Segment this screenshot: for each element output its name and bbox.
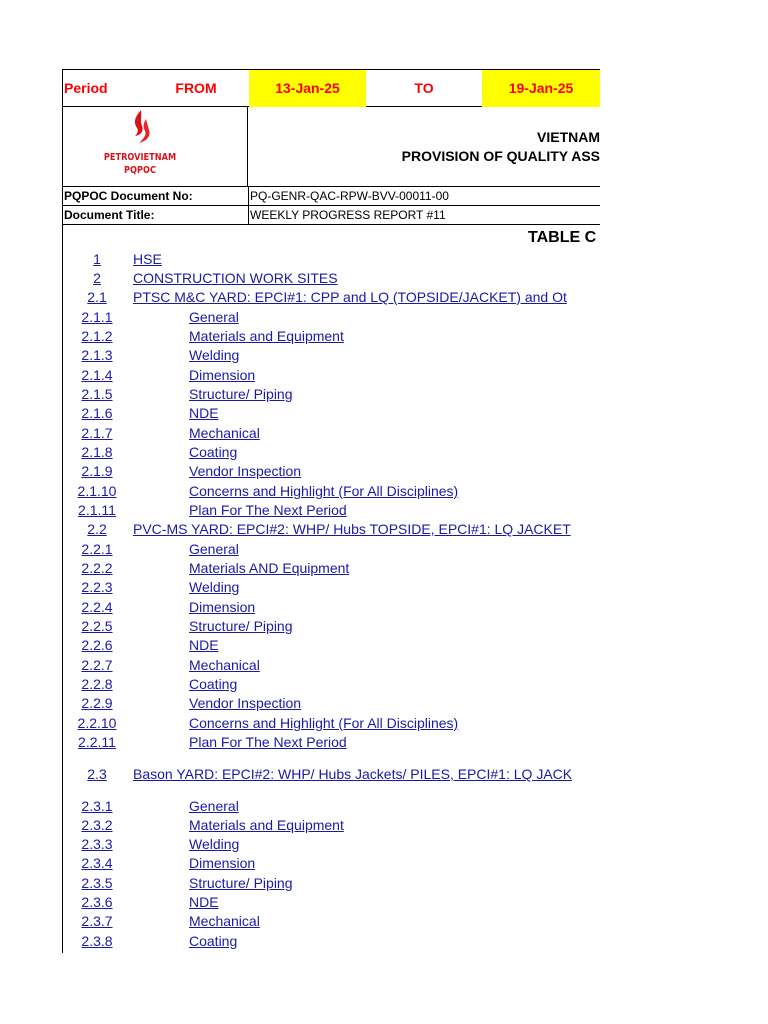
toc-entry-number[interactable]: 2.2 <box>87 521 107 537</box>
toc-entry-link[interactable]: PTSC M&C YARD: EPCI#1: CPP and LQ (TOPSIDE/JACKET) and Ot <box>133 289 567 305</box>
toc-entry-number[interactable]: 2.2.1 <box>81 541 113 557</box>
toc-entry-link[interactable]: Materials and Equipment <box>189 817 344 833</box>
doc-title-value: WEEKLY PROGRESS REPORT #11 <box>250 208 446 222</box>
toc-entry-link[interactable]: Materials AND Equipment <box>189 560 350 576</box>
toc-entry-link[interactable]: Coating <box>189 444 238 460</box>
to-label: TO <box>414 80 434 96</box>
toc-entry-number[interactable]: 2.3 <box>87 766 107 782</box>
toc-entry-number[interactable]: 2.2.7 <box>81 657 113 673</box>
doc-number-value: PQ-GENR-QAC-RPW-BVV-00011-00 <box>250 189 449 203</box>
period-label: Period <box>64 80 108 96</box>
logo-text-line2: PQPOC <box>124 165 156 176</box>
toc-entry-link[interactable]: PVC-MS YARD: EPCI#2: WHP/ Hubs TOPSIDE, EPCI#1: LQ JACKET <box>133 521 571 537</box>
toc-title: TABLE C <box>528 229 597 246</box>
period-row <box>62 69 600 107</box>
toc-entry-link[interactable]: Materials and Equipment <box>189 328 344 344</box>
report-header <box>62 107 600 187</box>
toc-entry-number[interactable]: 2.3.8 <box>81 933 113 949</box>
info-divider <box>248 187 249 206</box>
toc-entry-link[interactable]: Welding <box>189 579 240 595</box>
toc-entry-link[interactable]: Dimension <box>189 599 256 615</box>
toc-entry-number[interactable]: 2.2.9 <box>81 695 113 711</box>
toc-entry-number[interactable]: 2.1.3 <box>81 347 113 363</box>
toc-entry-link[interactable]: Structure/ Piping <box>189 618 293 634</box>
toc-entry-link[interactable]: CONSTRUCTION WORK SITES <box>133 270 338 286</box>
from-date-cell[interactable]: 13-Jan-25 <box>249 70 366 107</box>
toc-entry-link[interactable]: Welding <box>189 836 240 852</box>
doc-number-label: PQPOC Document No: <box>64 189 193 203</box>
toc-entry-link[interactable]: Mechanical <box>189 913 260 929</box>
toc-entry-number[interactable]: 2.3.3 <box>81 836 113 852</box>
toc-entry-number[interactable]: 2.1.6 <box>81 405 113 421</box>
org-title-line1: VIETNAM <box>537 129 600 145</box>
toc-entry-number[interactable]: 2.1.5 <box>81 386 113 402</box>
toc-entry-number[interactable]: 2 <box>93 270 101 286</box>
doc-number-row <box>62 187 600 206</box>
toc-entry-number[interactable]: 2.3.2 <box>81 817 113 833</box>
toc-entry-link[interactable]: Mechanical <box>189 425 260 441</box>
toc-entry-link[interactable]: Concerns and Highlight (For All Disciplines) <box>189 483 459 499</box>
toc-entry-link[interactable]: Plan For The Next Period <box>189 502 347 518</box>
toc-entry-link[interactable]: NDE <box>189 637 219 653</box>
toc-entry-link[interactable]: Bason YARD: EPCI#2: WHP/ Hubs Jackets/ PILES, EPCI#1: LQ JACK <box>133 766 573 782</box>
toc-entry-number[interactable]: 2.2.3 <box>81 579 113 595</box>
toc-entry-number[interactable]: 2.3.6 <box>81 894 113 910</box>
toc-entry-link[interactable]: Mechanical <box>189 657 260 673</box>
toc-entry-number[interactable]: 2.2.8 <box>81 676 113 692</box>
report-sheet <box>62 69 600 953</box>
toc-entry-link[interactable]: Dimension <box>189 367 256 383</box>
toc-entry-number[interactable]: 2.2.2 <box>81 560 113 576</box>
toc-entry-link[interactable]: NDE <box>189 405 219 421</box>
info-divider <box>248 206 249 225</box>
toc-entry-number[interactable]: 2.2.6 <box>81 637 113 653</box>
toc-entry-number[interactable]: 2.1.4 <box>81 367 113 383</box>
toc-entry-number[interactable]: 2.1.11 <box>78 502 116 518</box>
toc-entry-link[interactable]: Plan For The Next Period <box>189 734 347 750</box>
toc-entry-number[interactable]: 2.1.8 <box>81 444 113 460</box>
toc-entry-number[interactable]: 2.1.9 <box>81 463 113 479</box>
toc-entry-link[interactable]: General <box>189 798 239 814</box>
logo-text-line1: PETROVIETNAM <box>103 152 177 163</box>
doc-title-label: Document Title: <box>64 208 155 222</box>
toc-entry-number[interactable]: 1 <box>93 251 101 267</box>
doc-title-row <box>62 206 600 225</box>
toc-entry-number[interactable]: 2.1.2 <box>81 328 113 344</box>
toc-entry-number[interactable]: 2.1.7 <box>81 425 113 441</box>
toc-entry-link[interactable]: Vendor Inspection <box>189 463 302 479</box>
toc-entry-number[interactable]: 2.1.1 <box>81 309 113 325</box>
toc-entry-link[interactable]: HSE <box>133 251 162 267</box>
toc-entry-number[interactable]: 2.2.11 <box>78 734 116 750</box>
toc-entry-link[interactable]: Vendor Inspection <box>189 695 302 711</box>
toc-entry-link[interactable]: Coating <box>189 676 238 692</box>
flame-logo-icon <box>129 109 153 145</box>
toc-entry-number[interactable]: 2.1.10 <box>77 483 117 499</box>
toc-entry-number[interactable]: 2.3.1 <box>81 798 113 814</box>
toc-entry-link[interactable]: Welding <box>189 347 240 363</box>
toc-entry-link[interactable]: Structure/ Piping <box>189 875 293 891</box>
org-title-line2: PROVISION OF QUALITY ASS <box>401 148 600 164</box>
from-label: FROM <box>175 80 217 96</box>
toc-entry-number[interactable]: 2.3.4 <box>81 855 113 871</box>
toc-entry-number[interactable]: 2.3.5 <box>81 875 113 891</box>
toc-entry-link[interactable]: General <box>189 541 239 557</box>
toc-entry-number[interactable]: 2.2.10 <box>77 715 117 731</box>
toc-entry-link[interactable]: Concerns and Highlight (For All Disciplines) <box>189 715 459 731</box>
toc-entry-link[interactable]: NDE <box>189 894 219 910</box>
logo-cell <box>62 107 248 186</box>
to-date-cell[interactable]: 19-Jan-25 <box>482 70 600 107</box>
toc-entry-link[interactable]: General <box>189 309 239 325</box>
toc-entry-number[interactable]: 2.2.5 <box>81 618 113 634</box>
toc-entry-number[interactable]: 2.1 <box>87 289 107 305</box>
toc-entry-number[interactable]: 2.3.7 <box>81 913 113 929</box>
toc-entry-link[interactable]: Coating <box>189 933 238 949</box>
toc-entry-number[interactable]: 2.2.4 <box>81 599 113 615</box>
toc-entry-link[interactable]: Structure/ Piping <box>189 386 293 402</box>
toc-entry-link[interactable]: Dimension <box>189 855 256 871</box>
